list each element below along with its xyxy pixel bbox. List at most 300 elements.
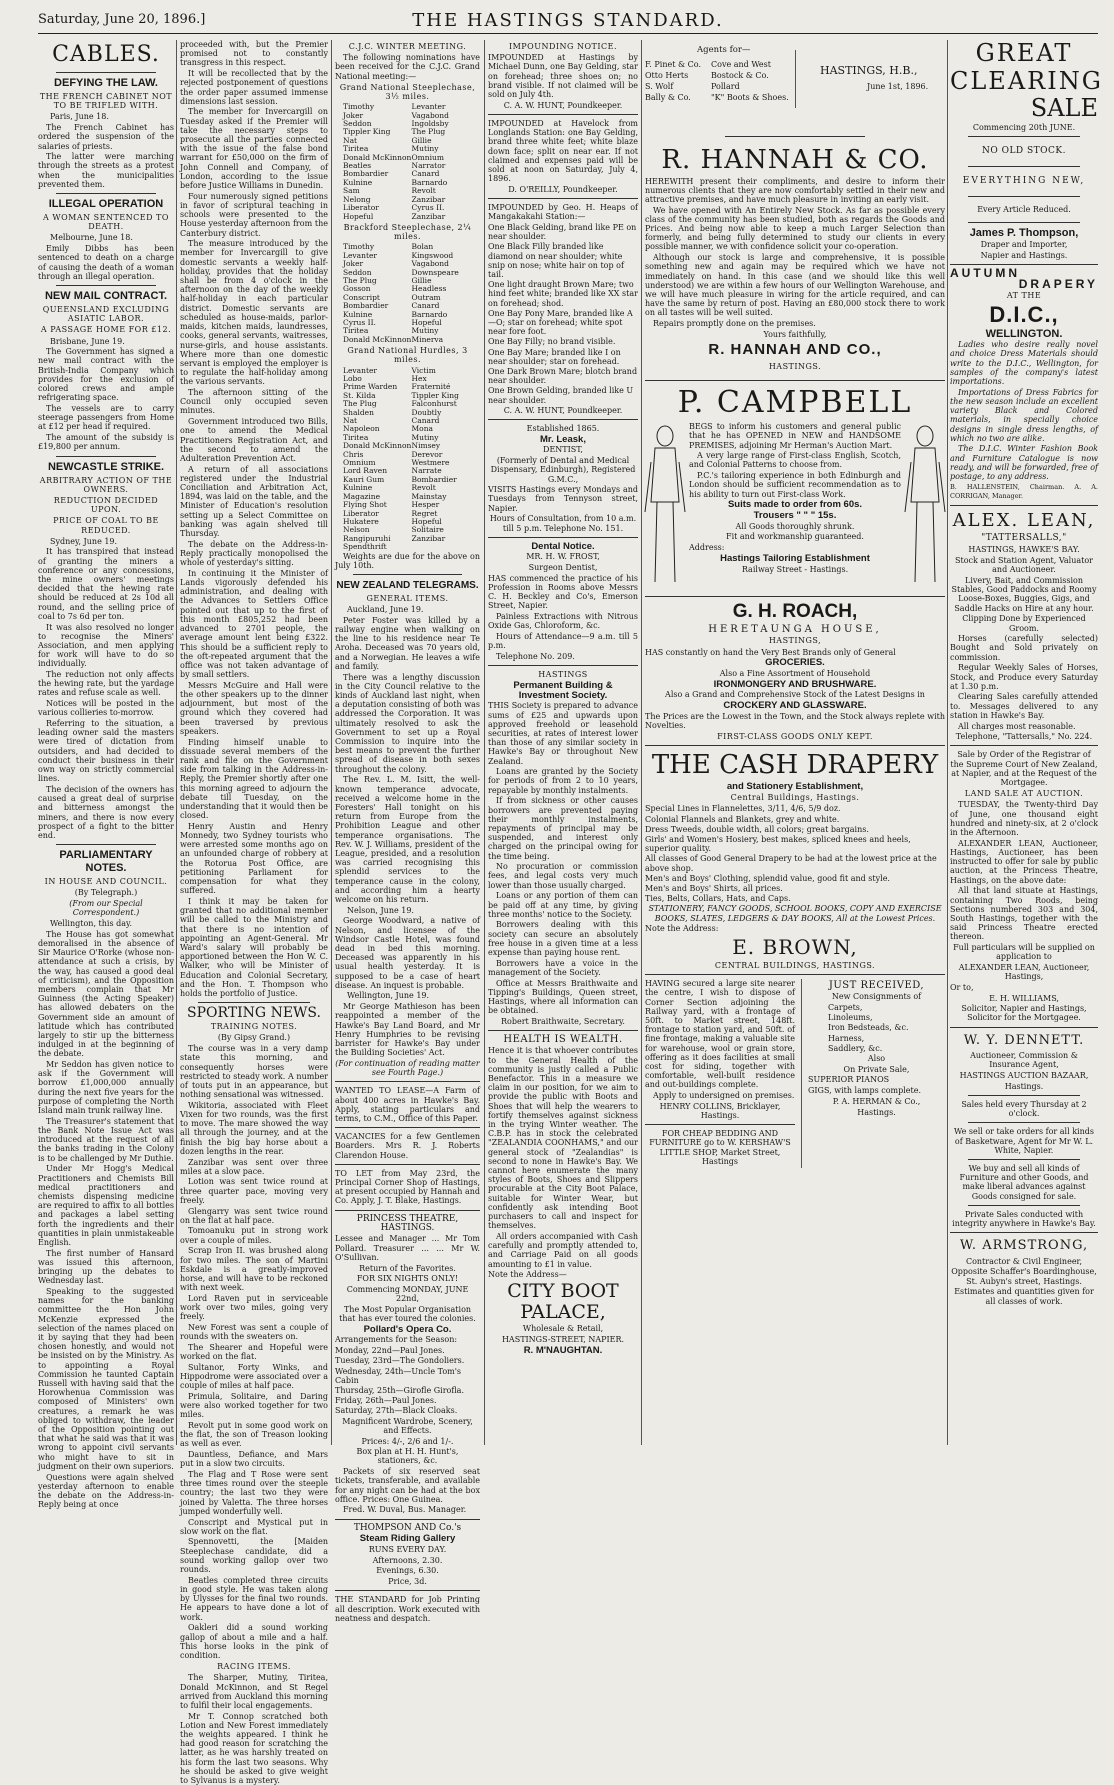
ad-heading: CROCKERY AND GLASSWARE. <box>723 700 867 712</box>
paragraph: It has transpired that instead of granting the miners a conference or any concessions, the mine owners' meetings decided that the hewing rate should be reduced at 2s 10d all round, and the selling price of coal to 7s 6d per ton. <box>38 547 174 621</box>
agents-list <box>711 60 789 104</box>
paragraph: The amount of the subsidy is £19,800 per annum. <box>38 433 174 452</box>
classified-ad: WANTED TO LEASE—A Farm of about 400 acres in Hawke's Bay. Apply, stating particulars and terms, to C.M., Office of this Paper. <box>335 1086 480 1123</box>
ad-text: We sell or take orders for all kinds of Basketware, Agent for Mr W. L. White, Napier. <box>954 1127 1094 1155</box>
ad-text: Solicitor, Napier and Hastings, Solicitor for the Mortgagee. <box>961 1004 1087 1023</box>
nomination-list <box>335 103 480 221</box>
paragraph: The debate on the Address-in-Reply practically monopolised the whole of yesterday's sitting. <box>180 539 328 568</box>
ad-heading: WELLINGTON. <box>985 327 1063 340</box>
paragraph: The Treasurer's statement that the Bank Note Issue Act was introduced at the request of all the banks trading in the Colony is to be challenged by Mr Duthie. <box>38 1116 174 1163</box>
column-5 <box>645 40 945 1445</box>
ad-heading: R. M'NAUGHTAN. <box>523 1344 603 1356</box>
ad-heading: Hastings Tailoring Establishment <box>720 552 870 564</box>
ad-text: Magnificent Wardrobe, Scenery, and Effects. <box>342 1416 473 1435</box>
ad-text: SUPERIOR PIANOS <box>808 1075 890 1085</box>
list-item: Gosson <box>343 284 371 294</box>
paragraph: The decision of the owners has caused a great deal of surprise and bitterness amongst the miners, and there is now every prospect of a fight to the bitter end. <box>38 785 174 841</box>
list-item: Timothy <box>343 242 375 252</box>
column-3 <box>335 40 480 1623</box>
list-item: Hopeful <box>411 317 442 327</box>
ad-heading: GREAT <box>975 39 1073 67</box>
list-item: Mainstay <box>411 491 447 501</box>
list-item: Vagabond <box>411 259 449 269</box>
list-item: Magazine <box>343 491 381 501</box>
list-item: Canard <box>411 416 440 426</box>
ad-text: Fit and workmanship guaranteed. <box>726 532 864 542</box>
signature: HENRY COLLINS, Bricklayer, Hastings. <box>659 1101 781 1120</box>
paragraph: Conscript and Mystical put in slow work on the flat. <box>180 1517 328 1536</box>
list-item: Donald McKinnon <box>343 441 412 451</box>
ad-text: HEREWITH present their compliments, and desire to inform their numerous clients that they are now comfortably settled in their new and attractive premises, and have much pleasure in inviting an early visit. <box>645 176 945 204</box>
paragraph: Mr T. Connop scratched both Lotion and New Forest immediately the weights appeared. I think he had good reason for scratching the latter, as he was harshly treated on his form the last two seasons. Why he should be asked to give weight to Sylvanus is a mystery. <box>180 1711 328 1785</box>
section-heading-cables: CABLES. <box>52 42 160 67</box>
ad-text: Trousers " " " 15s. <box>753 509 837 521</box>
list-item: Levanter <box>343 365 377 375</box>
ad-text: No procuration or commission fees, and legal costs very much lower than those usually charged. <box>488 862 638 890</box>
list-item: The Plug <box>343 275 377 285</box>
paragraph: Finding himself unable to dissuade several members of the rank and file on the Government side from talking in the Address-in-Reply, the Premier shortly after one this morning agreed to adjourn the debate till Tuesday, on the understanding that it would then be closed. <box>180 737 328 821</box>
ad-text: Napier and Hastings. <box>980 250 1068 260</box>
campbell-block <box>645 422 945 592</box>
list-item: All classes of Good General Drapery to be had at the lowest price at the above shop. <box>645 854 937 873</box>
list-item: Napoleon <box>343 424 380 434</box>
list-item: Prime Warden <box>343 382 398 392</box>
ad-text: Surgeon Dentist, <box>528 563 598 573</box>
paragraph: proceeded with, but the Premier promised not to constantly transgress in this respect. <box>180 40 328 68</box>
paragraph: The measure introduced by the member for Invercargill to give domestic servants a weekly half-holiday, provides that the holiday shall be from 4 o'clock in the afternoon on the day of the weekly half-holiday in each particular district. Domestic servants are scheduled as house-maids, parlor-maids, kitchen maids, laundresses, cooks, general servants, waitresses, nurse-girls, and house assistants. Where more than one domestic servant is employed the employer is to regulate the half-holiday among the various servants. <box>180 239 328 387</box>
list-item: S. Wolf <box>645 82 674 91</box>
ad-heading: THE CASH DRAPERY <box>651 750 939 781</box>
list-item: Friday, 26th—Paul Jones. <box>335 1396 437 1406</box>
ad-text: All charges most reasonable. <box>958 721 1076 731</box>
nomination-list <box>335 367 480 552</box>
ad-text: Telephone, "Tattersalls," No. 224. <box>955 732 1093 742</box>
paragraph: George Woodward, a native of Nelson, and licensee of the Windsor Castle Hotel, was found dead in bed this morning. Deceased was apparently in his usual health yesterday. It is supposed to be a case of heart disease. An inquest is probable. <box>335 916 480 990</box>
ad-text: DENTIST, <box>543 445 583 455</box>
ad-heading: HERETAUNGA HOUSE, <box>708 624 882 636</box>
list-item: Tiritea <box>343 326 369 336</box>
impound-list <box>488 223 638 405</box>
ad-text: Hastings. <box>857 1107 896 1117</box>
list-item: Gillie <box>411 135 432 145</box>
ad-text: Opposite Schaffer's Boardinghouse, St. Aubyn's street, Hastings. <box>951 1267 1097 1286</box>
list-item: The Plug <box>411 127 446 137</box>
list-item: Mutiny <box>411 144 439 154</box>
ad-text: We buy and sell all kinds of Furniture and other Goods, and make liberal advances against Goods consigned for sale. <box>959 1163 1089 1201</box>
paragraph: It will be recollected that by the rejected postponement of questions the order paper assumed immense dimensions last session. <box>180 69 328 106</box>
list-item: Liberator <box>343 203 379 213</box>
paragraph: A return of all associations registered under the Industrial Conciliation and Arbitration Act, 1894, was laid on the table, and the Minister of Education's resolution setting up a Select Committee on banking was again shelved till Thursday. <box>180 464 328 539</box>
ad-text: Although our stock is large and comprehensive, it is possible something new and again may be required which we have not immediately on hand. In this case (and we should like this well understood) we are within a few hours of our Wellington Warehouse, and we will have much pleasure in wiring for the article required, and can have the same by return of post. Having an £80,000 stock there to work on all tastes will be well suited. <box>645 253 945 318</box>
ad-text: Established 1865. <box>526 424 600 434</box>
ad-heading: HEALTH IS WEALTH. <box>503 1034 623 1046</box>
subhead: REDUCTION DECIDED UPON. <box>53 495 159 515</box>
list-item: Saddlery, &c. <box>828 1043 883 1053</box>
list-item: Narrator <box>411 161 446 171</box>
list-item: F. Pinet & Co. <box>645 60 701 69</box>
ad-text: P.C.'s tailoring experience in both Edinburgh and London should be sufficient recommendation as to his ability to turn out First-class Work. <box>689 471 901 499</box>
list-item: Donald McKinnon <box>343 334 412 344</box>
issue-date: Saturday, June 20, 1896.] <box>38 12 206 27</box>
gentleman-figure-icon <box>905 422 945 592</box>
ad-text: Private Sales conducted with integrity anywhere in Hawke's Bay. <box>952 1209 1096 1228</box>
list-item: Saturday, 27th—Black Cloaks. <box>335 1406 458 1416</box>
list-item: Sam <box>343 186 360 196</box>
column-6 <box>950 39 1103 1445</box>
ad-text: TUESDAY, the Twenty-third Day of June, one thousand eight hundred and ninety-six, at 2 o'clock in the Afternoon. <box>950 800 1098 838</box>
list-item: Mutiny <box>411 432 439 442</box>
paragraph: Referring to the situation, a leading owner said the masters were tired of dictation from outsiders, and had decided to conduct their business in their own way on strictly commercial lines. <box>38 719 174 784</box>
ad-text: E. H. WILLIAMS, <box>989 993 1059 1003</box>
signature: D. O'REILLY, Poundkeeper. <box>508 184 618 194</box>
list-item: Levanter <box>343 250 377 260</box>
ad-text: Wholesale & Retail, <box>522 1324 604 1334</box>
paragraph: New Forest was sent a couple of rounds with the sweaters on. <box>180 1323 328 1342</box>
list-item: Westmere <box>411 458 450 468</box>
paragraph: Messrs McGuire and Hall were the other speakers up to the dinner adjournment, but most of the ground which they covered had been traversed by previous speakers. <box>180 680 328 736</box>
dateline: Auckland, June 19. <box>347 605 424 615</box>
ad-text: RUNS EVERY DAY. <box>368 1545 447 1555</box>
ad-text: If from sickness or other causes borrowers are prevented paying their monthly instalments, repayments of principal may be suspended, and interest only charged on the principal owing for the time being. <box>488 796 638 861</box>
paragraph: Mr Seddon has given notice to ask if the Government will borrow £1,000,000 annually during the next five years for the purpose of completing the North Island main trunk railway line. <box>38 1060 174 1116</box>
subhead: A PASSAGE HOME FOR £12. <box>40 325 172 335</box>
list-item: Tiritea <box>343 432 369 442</box>
paragraph: Weights are due for the above on July 10th. <box>335 551 480 570</box>
paragraph: Mr George Mathieson has been reappointed a member of the Hawke's Bay Land Board, and Mr Henry Humphries to be revising barrister for Hawke's Bay under the Building Societies' Act. <box>335 1002 480 1058</box>
ad-text: Repairs promptly done on the premises. <box>653 319 816 329</box>
ad-heading: JUST RECEIVED, <box>828 980 925 992</box>
list-item: Rangipuruhi <box>343 533 391 543</box>
ad-heading: R. HANNAH AND CO., <box>708 341 882 359</box>
list-item: Tuesday, 23rd—The Gondoliers. <box>335 1356 465 1366</box>
ad-text: Stock and Station Agent, Valuator and Auctioneer. <box>955 556 1093 575</box>
paragraph: Zanzibar was sent over three miles at a slow pace. <box>180 1157 328 1176</box>
classified-ad: TO LET from May 23rd, the Principal Corner Shop of Hastings, at present occupied by Hannah and Co. Apply, J. T. Blake, Hastings. <box>335 1168 480 1206</box>
list-item: Bombardier <box>411 474 457 484</box>
list-item: Zanzibar <box>411 533 446 543</box>
paragraph: Henry Austin and Henry Monnedy, two Sydney tourists who were arrested some months ago on an unfounded charge of robbery at the Rotorua Post Office, are petitioning Parliament for compensation for what they suffered. <box>180 821 328 896</box>
ad-heading: AUTUMN <box>950 265 1020 280</box>
ad-heading: IMPOUNDING NOTICE. <box>508 42 618 51</box>
classified-ad: THE STANDARD for Job Printing all description. Work executed with neatness and despatch. <box>335 1595 480 1623</box>
column-4 <box>488 40 638 1445</box>
impound-notice: IMPOUNDED at Hastings by Michael Dunn, one Bay Gelding, star on forehead; three shoes on; no brand visible. If not claimed will be sold on July 4th. <box>488 53 638 100</box>
list-item: Joker <box>343 259 364 269</box>
paragraph: Four numerously signed petitions in favor of scriptural teaching in schools were presented to the House yesterday afternoon from the Canterbury district. <box>180 191 328 238</box>
list-item: Ties, Belts, Collars, Hats, and Caps. <box>645 894 791 904</box>
list-item: One Black Gelding, brand like PE on near shoulder. <box>488 222 637 242</box>
list-item: Regret <box>411 508 438 518</box>
list-item: One Black Filly branded like diamond on near shoulder; white snip on nose; white hair on top of tail. <box>488 242 624 279</box>
masthead <box>38 10 1098 34</box>
ad-text: Borrowers have a voice in the management of the Society. <box>488 958 638 977</box>
paragraph: Beatles completed three circuits in good style. He was taken along by Ulysses for the final two rounds. He appears to have done a lot of work. <box>180 1575 328 1622</box>
ad-text: Contractor & Civil Engineer, <box>965 1256 1083 1266</box>
list-item: Nat <box>343 135 358 145</box>
impound-notice: IMPOUNDED at Havelock from Longlands Station: one Bay Gelding, brand three white feet; white blaze down face; split on near ear. If not claimed and expenses paid will be sold at noon on Saturday, July 4, 1896. <box>488 118 638 184</box>
subhead: PRICE OF COAL TO BE REDUCED. <box>53 516 159 535</box>
list-item: Harness, <box>828 1033 865 1043</box>
column-rule <box>331 40 332 1445</box>
list-item: Gillie <box>411 275 432 285</box>
race-title: Grand National Steeplechase, 3½ miles. <box>339 82 476 102</box>
ad-text: Ladies who desire really novel and choice Dress Materials should write to the D.I.C., Wellington, for samples of the company's latest importations. <box>950 340 1098 387</box>
headline: ILLEGAL OPERATION <box>48 198 164 211</box>
race-title: Brackford Steeplechase, 2¼ miles. <box>343 222 472 242</box>
list-item: Canard <box>411 301 440 311</box>
paragraph: The reduction not only affects the hewing rate, but the yardage rates and refuse scale as well. <box>38 670 174 698</box>
list-item: Headless <box>411 284 447 294</box>
ad-heading: "TATTERSALLS," <box>981 533 1067 544</box>
list-item: Omnium <box>343 458 376 468</box>
ad-text: The Most Popular Organisation that has ever toured the colonies. <box>339 1304 476 1324</box>
byline: (From our Special Correspondent.) <box>69 899 143 918</box>
paragraph: The following nominations have been received for the C.J.C. Grand National meeting:— <box>335 53 480 81</box>
list-item: Shalden <box>343 407 374 417</box>
ad-text: Full particulars will be supplied on application to <box>953 943 1095 962</box>
paragraph: Emily Dibbs has been sentenced to death on a charge of causing the death of a woman through an illegal operation. <box>38 244 174 281</box>
dateline: Nelson, June 19. <box>347 905 414 915</box>
ad-text: Hours of Consultation, from 10 a.m. till 5 p.m. Telephone No. 151. <box>489 514 637 533</box>
ad-text: Also <box>867 1054 886 1064</box>
classified-ad: VACANCIES for a few Gentlemen Boarders. Mrs R. J. Roberts Clarendon House. <box>335 1132 480 1160</box>
list-item: Solitaire <box>411 525 444 535</box>
ad-heading: SALE <box>1030 94 1098 122</box>
paragraph: The afternoon sitting of the Council only occupied seven minutes. <box>180 388 328 416</box>
paragraph: The course was in a very damp state this morning, and consequently horses were restricted to steady work. A number of touts put in an appearance, but nothing sensational was witnessed. <box>180 1044 328 1100</box>
ad-text: AT THE <box>1006 290 1042 300</box>
list-item: One Bay Filly; no brand visible. <box>488 337 616 347</box>
ad-text: Office at Messrs Braithwaite and Tipping's Buildings, Queen street, Hastings, where all information can be obtained. <box>488 978 638 1016</box>
list-item: Bally & Co. <box>645 93 691 102</box>
ad-text: Every Article Reduced. <box>977 205 1071 215</box>
ad-heading: HASTINGS <box>538 670 588 680</box>
ad-text: Sale by Order of the Registrar of the Supreme Court of New Zealand, at Napier, and at the Request of the Mortgagee. <box>950 750 1098 788</box>
agents-block <box>645 40 945 136</box>
subhead: GENERAL ITEMS. <box>366 593 449 603</box>
ad-text: GIGS, with lamps complete. <box>808 1086 922 1096</box>
list-item: Kulnine <box>343 483 373 493</box>
paragraph: Glengarry was sent twice round on the flat at half pace. <box>180 1206 328 1225</box>
signature: P. A. HERMAN & Co., <box>832 1096 921 1106</box>
paragraph: The Sharper, Mutiny, Tiritea, Donald McKinnon, and St Regel arrived from Auckland this morning to fulfil their local engagements. <box>180 1673 328 1710</box>
list-item: Narrate <box>411 466 442 476</box>
paragraph: The member for Invercargill on Tuesday asked if the Premier will take the necessary steps to prosecute all the parties connected with the issue of the false bond warrant for £50,000 on the firm of John Connell and Company, of London, according to the issue before Justice Williams in Dunedin. <box>180 107 328 191</box>
ad-text: HASTINGS, <box>768 636 822 646</box>
list-item: St. Kilda <box>343 390 376 400</box>
ad-text: VISITS Hastings every Mondays and Tuesdays from Tennyson street, Napier. <box>488 485 638 513</box>
headline: NEW ZEALAND TELEGRAMS. <box>336 579 479 591</box>
paragraph: The Rev. L. M. Isitt, the well-known temperance advocate, received a welcome home in the Foresters' Hall tonight on his return from Europe from the Prohibition League and other temperance organisations. The Rev. W. J. Williams, president of the League, presided, and a resolution was carried recognising this splendid services to the temperance cause in the colony, and according him a hearty welcome on his return. <box>335 775 480 904</box>
ad-text: HAS constantly on hand the Very Best Brands only of General <box>645 647 896 657</box>
list-item: Mutiny <box>411 326 439 336</box>
list-item: Zanzibar <box>411 194 446 204</box>
list-item: Wednesday, 24th—Uncle Tom's Cabin <box>335 1366 462 1385</box>
ad-heading: Permanent Building & Investment Society. <box>513 680 613 701</box>
list-item: Tippler King <box>343 127 391 137</box>
ad-text: Address: <box>689 543 725 553</box>
agents-heading: Agents for— <box>697 45 751 55</box>
list-item: Bombardier <box>343 169 389 179</box>
ad-heading: D.I.C., <box>989 302 1059 328</box>
ad-heading: Steam Riding Gallery <box>359 1533 456 1545</box>
ad-text: Hastings. <box>1004 1081 1044 1091</box>
ad-heading: James P. Thompson, <box>969 227 1079 240</box>
list-item: Liberator <box>343 508 379 518</box>
ad-heading: W. Y. DENNETT. <box>963 1032 1085 1048</box>
ad-heading: E. BROWN, <box>732 934 858 959</box>
ad-heading: DRAPERY <box>1018 276 1098 291</box>
dateline: Paris, June 18. <box>50 112 109 122</box>
column-rule <box>176 40 177 1445</box>
ad-text: EVERYTHING NEW, <box>962 175 1086 186</box>
signature: C. A. W. HUNT, Poundkeeper. <box>503 100 623 110</box>
list-item: Cyrus II. <box>343 317 376 327</box>
ad-text: HASTINGS. <box>768 362 822 372</box>
ad-text: Fred. W. Duval, Bus. Manager. <box>343 1505 467 1515</box>
ad-text: Commencing MONDAY, JUNE 22nd, <box>346 1284 469 1304</box>
paragraph: In continuing it the Minister of Lands vigorously defended his administration, and dealing with the Advances to Settlers Office pointed out that up to the first of this month £805,252 had been advanced to 2701 people, the average amount lent being £322. This should be a sufficient reply to the oft-repeated argument that the office was not taken advantage of by small settlers. <box>180 568 328 680</box>
list-item: Zanzibar <box>411 211 446 221</box>
ad-text: Horses (carefully selected) Bought and Sold privately on commission. <box>950 634 1098 662</box>
headline: NEWCASTLE STRIKE. <box>47 460 165 473</box>
paragraph: The vessels are to carry steerage passengers from Home at £12 per head if required. <box>38 403 174 432</box>
ad-text: Note the Address— <box>488 1270 567 1280</box>
ad-text: HASTINGS AUCTION BAZAAR, <box>959 1071 1089 1081</box>
paragraph: Under Mr Hogg's Medical Practitioners and Chemists Bill medical practitioners and chemists dispensing medicine are required to affix to all bottles and packages a label setting forth the ingredients and their quantities in plain unmistakeable English. <box>38 1164 174 1247</box>
list-item: Mona <box>411 424 433 434</box>
ad-text: Suits made to order from 60s. <box>727 499 863 511</box>
ad-heading: GROCERIES. <box>765 657 825 669</box>
list-item: Colonial Flannels and Blankets, grey and white. <box>645 814 840 824</box>
ad-text: Box plan at H. H. Hunt's, stationers, &c. <box>356 1447 459 1466</box>
ad-text: FOR SIX NIGHTS ONLY! <box>356 1274 459 1284</box>
subhead: A WOMAN SENTENCED TO DEATH. <box>43 213 169 232</box>
list-item: Lobo <box>343 374 362 383</box>
list-item: Carpets, <box>828 1003 863 1013</box>
gentleman-figure-icon <box>645 422 685 592</box>
list-item: Outram <box>411 292 441 302</box>
agents-list <box>645 60 701 104</box>
ad-text: HASTINGS-STREET, NAPIER. <box>501 1335 625 1345</box>
list-item: Joker <box>343 110 364 120</box>
headline: C.J.C. WINTER MEETING. <box>348 42 467 51</box>
list-item: Revolt <box>411 483 436 493</box>
ad-text: Lessee and Manager ... Mr Tom Pollard. Treasurer ... ... Mr W. O'Sullivan. <box>335 1234 480 1262</box>
paragraph: The Shearer and Hopeful were worked on the flat. <box>180 1342 328 1362</box>
list-item: Canard <box>411 169 440 179</box>
list-item: Special Lines in Flannelettes, 3/11, 4/6, 5/9 doz. <box>645 804 841 814</box>
list-item: Monday, 22nd—Paul Jones. <box>335 1346 445 1356</box>
ad-text: THIS Society is prepared to advance sums of £25 and upwards upon approved freehold or leasehold securities, at rates of interest lower than those of any similar society in Hawke's Bay or throughout New Zealand. <box>488 701 638 766</box>
ad-text: STATIONERY, FANCY GOODS, SCHOOL BOOKS, COPY AND EXERCISE BOOKS, SLATES, LEDGERS & DAY BOOKS, All at the Lowest Prices. <box>648 904 942 923</box>
list-item: Kulnine <box>343 177 373 187</box>
paragraph: There was a lengthy discussion in the City Council relative to the kinds of Auckland last night, when a deputation consisting of both was addressed the Corporation. It was ultimately resolved to ask the Government to set up a Royal Commission to inquire into the best means to prevent the further spread of disease in both sexes throughout the colony. <box>335 672 480 774</box>
ad-text: Yours faithfully, <box>763 329 827 339</box>
ad-text: BEGS to inform his customers and general public that he has OPENED in NEW and HANDSOME PREMISES, adjoining Mr Herman's Auction Mart. <box>689 422 901 450</box>
paragraph: Lord Raven put in serviceable work over two miles, going very freely. <box>180 1293 328 1322</box>
headline: PARLIAMENTARY NOTES. <box>59 849 153 875</box>
list-item: Omnium <box>411 152 444 162</box>
ad-text: New Consignments of <box>831 992 922 1002</box>
paragraph: Government introduced two Bills, one to amend the Medical Practitioners Registration Act, and the second to amend the Adulteration Prevention Act. <box>180 417 328 463</box>
paragraph: The Flag and T Rose were sent three times round over the steeple country; the last two they were joined by Valetta. The three horses jumped wonderfully well. <box>180 1470 328 1516</box>
subhead: QUEENSLAND EXCLUDING ASIATIC LABOR. <box>42 304 170 324</box>
ad-text: Price, 3d. <box>388 1577 427 1587</box>
ad-text: Sales held every Thursday at 2 o'clock. <box>961 1099 1087 1119</box>
list-item: Seddon <box>343 119 372 129</box>
dateline: Sydney, June 19. <box>50 536 118 546</box>
ad-heading: Dental Notice. <box>531 540 595 552</box>
list-item: Downspeare <box>411 267 459 277</box>
paragraph: I think it may be taken for granted that no additional member will be called to the Ministry and that there is no intention of appointing an Agent-General. Mr Ward's salary will probably be apportioned between the Hon W. C. Walker, who will be Minister of Education and Colonial Secretary, and the Hon. T. Thompson who holds the portfolio of Justice. <box>180 896 328 999</box>
list-item: Kauri Gum <box>343 474 385 484</box>
ad-text: Arrangements for the Season: <box>335 1335 458 1345</box>
list-item: Men's and Boys' Shirts, all prices. <box>645 883 783 893</box>
list-item: Nelong <box>343 194 371 204</box>
signature: B. HALLENSTEIN, Chairman. A. A. CORRIGAN, Manager. <box>950 482 1098 500</box>
ad-text: Railway Street - Hastings. <box>741 564 849 574</box>
list-item: Kingswood <box>411 250 454 260</box>
ad-heading: W. ARMSTRONG, <box>959 1238 1089 1254</box>
town-heading: HASTINGS, H.B., <box>820 64 918 77</box>
column-rule <box>641 40 642 1445</box>
list-item: Ingoldsby <box>411 119 449 129</box>
paragraph: Primula, Solitaire, and Daring were also worked together for two miles. <box>180 1391 328 1420</box>
list-item <box>412 543 481 551</box>
dateline: Brisbane, June 19. <box>50 336 125 346</box>
ad-text: (Formerly of Dental and Medical Dispensary, Edinburgh), Registered G.M.C., <box>490 456 636 484</box>
ad-text: All Goods thoroughly shrunk. <box>735 521 855 531</box>
paragraph: Speaking to the suggested names for the banking committee the Hon John McKenzie expressed the selection of the names placed on it by saying that they had been chosen honestly, and would not be insisted on by the Ministry. As to appointing a Royal Commission he taunted Captain Russell with having said that the Horowhenua Commission was composed of Ministers' own creatures, a remark he was obliged to withdraw, the leader of the Opposition pointing out that what he said was that it was wrong to appoint civil servants who might have to sit in judgment on their own superiors. <box>38 1286 174 1471</box>
bottom-ads <box>645 979 945 1167</box>
paragraph: It was also resolved no longer to recognise the Miners' Association, and men applying for work will have to do so individually. <box>38 622 174 669</box>
drapery-list <box>645 804 945 903</box>
dateline: Wellington, June 19. <box>347 991 430 1001</box>
subhead: IN HOUSE AND COUNCIL. <box>44 877 168 887</box>
ad-text: Or to, <box>950 982 974 992</box>
list-item: Cyrus II. <box>411 203 445 213</box>
ad-text: Apply to undersigned on premises. <box>653 1091 795 1101</box>
ad-text: Borrowers dealing with this society can secure an absolutely free house in a given time at a less expense than paying house rent. <box>488 920 638 958</box>
paragraph: Peter Foster was killed by a railway engine when walking on the line to his residence near Te Aroha. Deceased was 70 years old, and a Norwegian. He leaves a wife and family. <box>335 615 480 671</box>
list-item: Spendthrift <box>343 542 387 552</box>
ad-heading: and Stationery Establishment, <box>726 780 864 792</box>
column-rule <box>947 40 948 1445</box>
ad-text: Hours of Attendance—9 a.m. till 5 p.m. <box>488 632 638 651</box>
ad-text: Note the Address: <box>645 924 719 934</box>
ad-text: Importations of Dress Fabrics for the new season include an excellent variety Black and Colored materials, in specially choice designs in single dress lengths, of which no two are alike. <box>950 387 1098 443</box>
list-item: One light draught Brown Mare; two hind feet white; branded like XX star on forehead; shod. <box>488 280 638 308</box>
list-item: Fraternité <box>411 382 451 392</box>
continuation-note: (For continuation of reading matter see Fourth Page.) <box>335 1058 480 1078</box>
list-item: Vagabond <box>411 110 449 120</box>
ad-text: HAVING secured a large site nearer the centre, I wish to dispose of Corner Section adjoining the Railway yard, with a frontage of 50ft. to Market street, 148ft. frontage to station yard, and 50ft. of fine frontage, making a valuable site for warehouse, wool or grain store, offering as it does facilities at small cost for siding, together with comfortable, well-built residence and out-buildings complete. <box>645 979 795 1090</box>
ad-text: FOR CHEAP BEDDING AND FURNITURE go to W. KERSHAW'S LITTLE SHOP, Market Street, Hastings <box>649 1129 791 1166</box>
ad-text: NO OLD STOCK. <box>981 145 1067 156</box>
list-item: Donald McKinnon <box>343 152 412 162</box>
ad-text: MR. H. W. FROST, <box>526 552 600 562</box>
list-item: Hopeful <box>411 516 442 526</box>
list-item: Dress Tweeds, double width, all colors; great bargains. <box>645 824 869 834</box>
ad-heading: Pollard's Opera Co. <box>363 1323 452 1335</box>
list-item: Pollard <box>711 82 740 91</box>
ad-text: The Prices are the Lowest in the Town, and the Stock always replete with Novelties. <box>645 711 945 730</box>
list-item: Barnardo <box>411 177 448 187</box>
headline: NEW MAIL CONTRACT. <box>44 289 167 302</box>
list-item: Thursday, 25th—Girofle Girofla. <box>335 1385 464 1395</box>
paragraph: Scrap Iron II. was brushed along for two miles. The son of Martini Eskdale is a greatly-improved horse, and will have to be reckoned with next week. <box>180 1246 328 1293</box>
